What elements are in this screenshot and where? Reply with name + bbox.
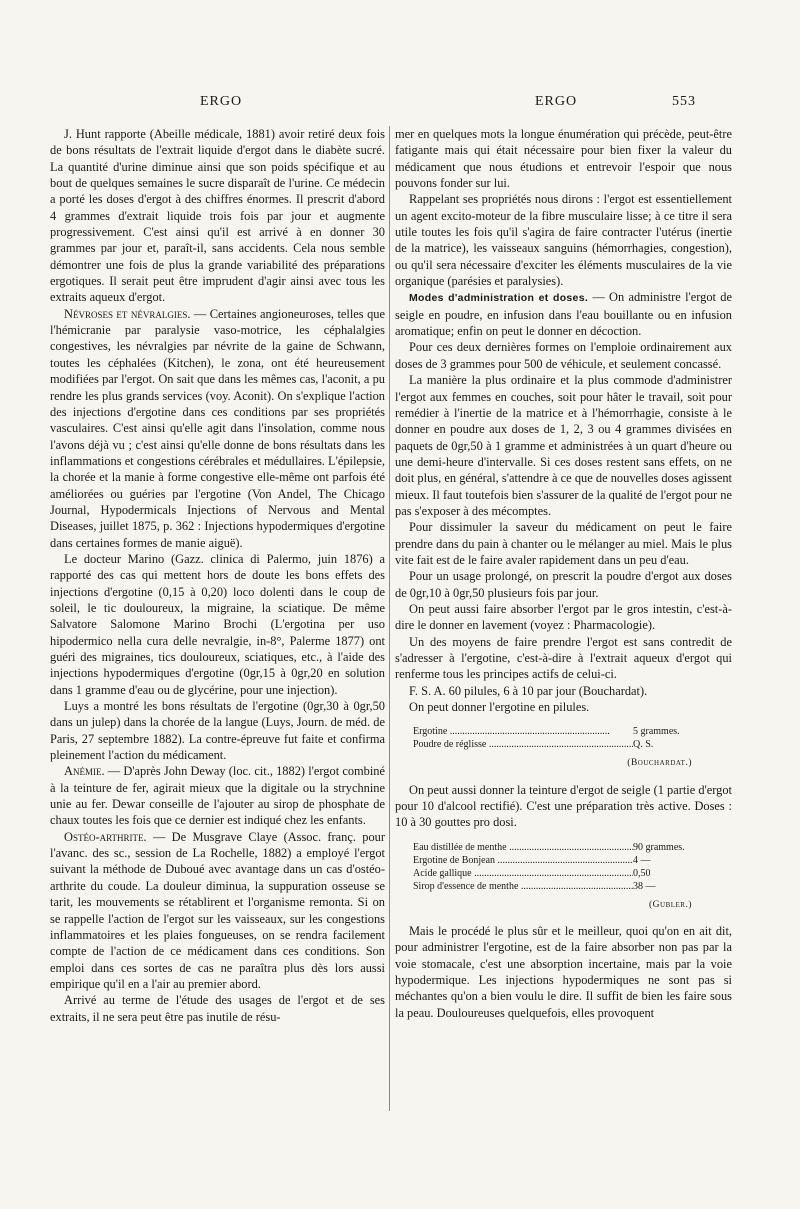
paragraph: On peut aussi faire absorber l'ergot par le gros intestin, c'est-à-dire le donner en lavement (voyez : Pharmacologie). (395, 601, 732, 633)
paragraph: Un des moyens de faire prendre l'ergot est sans contredit de s'adresser à l'ergotine, c'est-à-dire à l'extrait aqueux d'ergot qui renferme tous les principes actifs de celui-ci. (395, 634, 732, 682)
paragraph: Névroses et névralgies. — Certaines angioneuroses, telles que l'hémicranie par paralysie vaso-motrice, les céphalalgies congestives, les névralgies par névrite de la gaine de Schwann, toutes les céphalées (Kitchen), le zona, ont été heureusement modifiées par l'ergot. On sait que dans les mêmes cas, l'aconit, a pu rendre les plus grands services (voy. Aconit). On s'explique l'action des injections d'ergotine dans ces conditions par ses propriétés vasculaires. C'est ainsi qu'elle agit dans l'insolation, comme nous l'avons déjà vu ; c'est ainsi qu'elle donne de bons résultats dans les inflammations et congestions cérébrales et médullaires. L'épilepsie, la chorée et la manie à forme congestive elle-même ont parfois été améliorées ou guéries par l'ergotine (Von Andel, The Chicago Journal, Hypodermicals Injections of Nervous and Mental Diseases, juillet 1875, p. 362 : Injections hypodermiques d'ergotine dans certaines formes de manie aiguë). (50, 306, 385, 550)
section-lead: Anémie. (64, 764, 105, 779)
paragraph: mer en quelques mots la longue énumération qui précède, peut-être fatigante mais qui était nécessaire pour bien fixer la valeur du médicament que nous étudions et entrevoir l'espoir que nous pouvons fonder sur lui. (395, 127, 732, 191)
formula-source: (Bouchardat.) (627, 758, 692, 769)
prescription-formula (395, 841, 732, 893)
running-head (0, 94, 800, 114)
prescription-formula (395, 725, 732, 751)
paragraph: Pour un usage prolongé, on prescrit la poudre d'ergot aux doses de 0gr,10 à 0gr,50 plusieurs fois par jour. (395, 569, 732, 600)
formula-row: Eau distillée de menthe ..... 90 grammes. (395, 841, 713, 854)
paragraph: Mais le procédé le plus sûr et le meilleur, quoi qu'on en ait dit, pour administrer l'ergotine, est de la faire absorber non pas par la voie stomacale, c'est une absorption incertaine, mais par la voie hypodermique. Les injections hypodermiques ne sont pas si méchantes qu'on a bien voulu le dire. Il suffit de bien les faire sous la peau. Douloureuses quelquefois, elles provoquent (395, 924, 732, 1020)
formula-row: Sirop d'essence de menthe ..... 38 — (395, 880, 713, 893)
running-head-center: ERGO (535, 94, 578, 109)
paragraph: La manière la plus ordinaire et la plus commode d'administrer l'ergot aux femmes en couches, soit pour hâter le travail, soit pour remédier à l'inertie de la matrice et à l'hémorrhagie, consiste à le donner en poudre aux doses de 1, 2, 3 ou 4 grammes divisées en paquets de 0gr,50 à 1 gramme et administrées à un quart d'heure ou une demi-heure d'intervalle. Si ces doses restent sans effets, on ne doit plus, en général, s'attendre à ce que de nouvelles doses agissent mieux. Il faut toutefois bien s'assurer de la qualité de l'ergot pour ne pas s'exposer à des mécomptes. (395, 373, 732, 518)
paragraph: On peut aussi donner la teinture d'ergot de seigle (1 partie d'ergot pour 10 d'alcool rectifié). C'est une préparation très active. Doses : 10 à 30 gouttes pro dosi. (395, 782, 732, 830)
paragraph: Luys a montré les bons résultats de l'ergotine (0gr,30 à 0gr,50 dans un julep) dans la chorée de la langue (Luys, Journ. de méd. de Paris, 27 septembre 1882). La contre-épreuve fut faite et confirma pleinement l'action du médicament. (50, 699, 385, 763)
formula-row: Acide gallique ..... 0,50 (395, 867, 713, 880)
paragraph: Modes d'administration et doses. — On administre l'ergot de seigle en poudre, en infusion dans l'eau bouillante ou en infusion aromatique; enfin on peut le donner en décoction. (395, 290, 732, 339)
paragraph: Pour ces deux dernières formes on l'emploie ordinairement aux doses de 3 grammes pour 500 de véhicule, et seulement concassé. (395, 340, 732, 371)
section-lead: Névroses et névralgies. (64, 306, 191, 321)
paragraph: On peut donner l'ergotine en pilules. (409, 700, 590, 715)
column-divider (389, 126, 390, 1111)
right-column (395, 126, 732, 1021)
running-head-left: ERGO (200, 94, 243, 109)
paragraph: Anémie. — D'après John Deway (loc. cit., 1882) l'ergot combiné à la teinture de fer, agirait mieux que la digitale ou la strychnine unie au fer. Dewar conseille de l'ajouter au sirop de phosphate de chaux toutes les fois que ce dernier est indiqué chez les enfants. (50, 764, 385, 828)
page-number: 553 (672, 94, 696, 109)
formula-row: Ergotine de Bonjean ..... 4 — (395, 854, 713, 867)
formula-row: Ergotine ..... 5 grammes. (395, 725, 713, 738)
formula-row: Poudre de réglisse ..... Q. S. (395, 738, 713, 751)
paragraph: Rappelant ses propriétés nous dirons : l'ergot est essentiellement un agent excito-moteur de la fibre musculaire lisse; à ce titre il sera utile toutes les fois qu'il s'agira de faire contracter l'utérus (inertie de la matrice), les vaisseaux sanguins (hémorrhagies, congestion), ou qu'il sera nécessaire d'exciter les éléments musculaires de la vie organique (parésies et paralysies). (395, 192, 732, 289)
paragraph: Pour dissimuler la saveur du médicament on peut le faire prendre dans du pain à chanter ou le mélanger au miel. Mais le plus vite fait est de le faire avaler rapidement dans un peu d'eau. (395, 520, 732, 567)
paragraph: Le docteur Marino (Gazz. clinica di Palermo, juin 1876) a rapporté des cas qui mettent hors de doute les bons effets des injections d'ergotine (0,15 à 0,20) loco dolenti dans le coup de soleil, le tic douloureux, la migraine, la sciatique. De même Salvatore Salomone Marino Brochi (L'ergotina per uso hipodermico nella cura delle nevralgie, in-8°, Palerme 1877) ont guéri des migraines, tics douloureux, sciatiques, etc., à l'aide des injections hypodermiques d'ergotine (0gr,15 à 0gr,20 en solution dans 1 gramme d'eau ou de glycérine, pour une injection). (50, 551, 385, 697)
paragraph: J. Hunt rapporte (Abeille médicale, 1881) avoir retiré deux fois de bons résultats de l'extrait liquide d'ergot dans le diabète sucré. La quantité d'urine diminue ainsi que son poids spécifique et au bout de quelques semaines le sucre disparaît de l'urine. Ce médecin a porté les doses d'ergot à des chiffres énormes. Il prescrit d'abord 4 grammes d'extrait liquide trois fois par jour et augmente progressivement. C'est ainsi qu'il est arrivé à en donner 30 grammes par jour et, paraît-il, sans accidents. Cela nous semble démontrer une fois de plus la grande variabilité des préparations ergotiques. Il serait peut être imprudent d'agir ainsi avec tous les extraits aqueux d'ergot. (50, 127, 385, 305)
section-heading: Modes d'administration et doses. (409, 292, 589, 305)
formula-source: (Gubler.) (648, 899, 692, 910)
section-lead: Ostéo-arthrite. (64, 829, 147, 844)
left-column (50, 126, 385, 1025)
paragraph: Ostéo-arthrite. — De Musgrave Claye (Assoc. franç. pour l'avanc. des sc., session de La Rochelle, 1882) a employé l'ergot suivant la méthode de Duboué avec avantage dans un cas d'ostéo-arthrite du coude. La douleur diminua, la suppuration osseuse se tarit, les mouvements se rétablirent et l'organisme remonta. Si on se rappelle l'action de l'ergot sur les vaisseaux, sur les congestions inflammatoires et les plaies fongueuses, on se rendra facilement compte de l'action de ce médicament dans ces conditions. Son emploi dans ces sortes de cas ne paraîtra plus dès lors aussi empirique qu'il en a l'air au premier abord. (50, 829, 385, 991)
paragraph: Arrivé au terme de l'étude des usages de l'ergot et de ses extraits, il ne sera peut être pas inutile de résu- (50, 993, 385, 1024)
paragraph: F. S. A. 60 pilules, 6 à 10 par jour (Bouchardat). (409, 683, 648, 698)
